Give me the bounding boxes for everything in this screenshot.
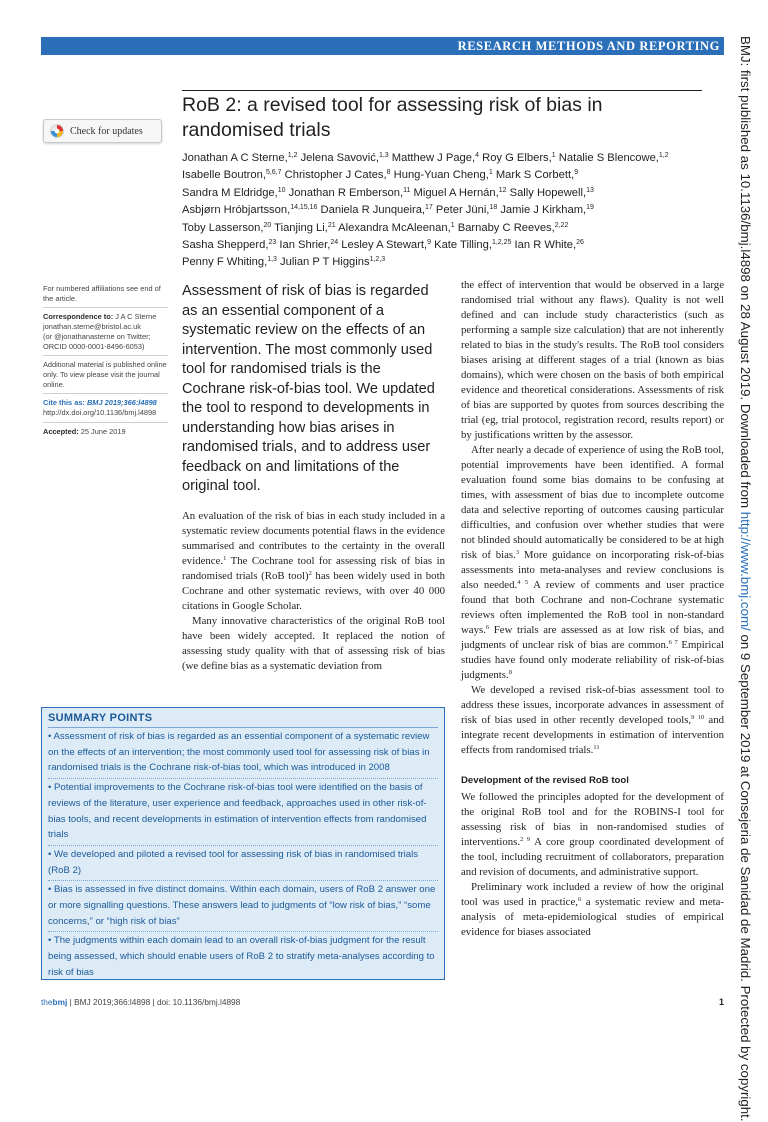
text-run: Few trials are assessed as at low risk of bias, and judgments of unclear risk of bias are common. — [461, 624, 724, 651]
correspondence-twitter: (or @jonathanasterne on Twitter; — [43, 331, 151, 341]
download-notice-text: BMJ: first published as 10.1136/bmj.l4898 on 28 August 2019. Downloaded from — [738, 36, 753, 512]
page-footer — [41, 995, 724, 1009]
author-line — [182, 237, 727, 254]
author-name: Sally Hopewell, — [506, 186, 587, 199]
citation-ref: 6 — [577, 896, 582, 903]
meta-divider — [43, 355, 168, 356]
author-name: Mark S Corbett, — [492, 169, 575, 182]
citation-ref: 4 5 — [517, 579, 529, 586]
summary-point: • The judgments within each domain lead to an overall risk-of-bias judgment for the result being assessed, which should enable users of RoB 2 to stratify meta-analyses according to risk of bias — [48, 931, 438, 982]
affiliation-ref: 20 — [263, 221, 272, 229]
author-line — [182, 220, 727, 237]
author-line — [182, 254, 727, 271]
page-number: 1 — [718, 997, 724, 1007]
affiliations-note: For numbered affiliations see end of the article. — [43, 284, 161, 303]
citation-ref: 2 9 — [520, 836, 531, 843]
text-run: a systematic review and meta-analysis of meta-epidemiological studies of empirical evidence for biases associated — [461, 896, 725, 938]
affiliation-ref: 5,6,7 — [265, 169, 282, 177]
additional-material-note: Additional material is published online only. To view please visit the journal online. — [43, 360, 167, 389]
affiliation-ref: 4 — [475, 152, 480, 159]
correspondence-label: Correspondence to: — [43, 312, 114, 322]
citation-ref: 8 — [508, 669, 512, 676]
check-for-updates-button[interactable] — [43, 119, 162, 143]
cite-this — [43, 398, 168, 417]
article-title — [182, 90, 702, 143]
affiliation-ref: 1,2 — [658, 152, 669, 159]
meta-divider — [43, 307, 168, 308]
affiliation-ref: 23 — [268, 239, 277, 247]
check-for-updates-label: Check for updates — [70, 125, 143, 137]
right-paragraph-4 — [461, 790, 724, 880]
author-name: Kate Tilling, — [431, 239, 492, 252]
intro-column — [182, 509, 445, 674]
bmj-logo — [41, 997, 67, 1007]
correspondence-orcid: ORCID 0000-0001-8496-6053) — [43, 341, 145, 351]
summary-points-box — [41, 707, 445, 980]
affiliation-ref: 24 — [330, 239, 339, 247]
text-run: The Cochrane tool for assessing risk of bias in randomised trials (RoB tool) — [182, 555, 445, 582]
section-banner: RESEARCH METHODS AND REPORTING — [41, 37, 724, 55]
author-name: Jonathan A C Sterne, — [182, 152, 288, 164]
article-title-line-2: randomised trials — [182, 119, 331, 141]
author-name: Isabelle Boutron, — [182, 169, 266, 182]
affiliation-ref: 1,3 — [378, 152, 389, 159]
author-name: Ian R White, — [511, 239, 577, 252]
text-run: More guidance on incorporating risk-of-bias assessments into meta-analyses and review conclusions is also needed. — [461, 549, 724, 591]
text-run: Empirical studies have found only moderate reliability of risk-of-bias judgments. — [461, 639, 724, 681]
affiliation-ref: 26 — [576, 239, 584, 247]
accepted-value: 25 June 2019 — [78, 426, 126, 436]
affiliation-ref: 9 — [574, 169, 579, 177]
citation-ref: 6 7 — [668, 639, 678, 646]
author-name: Lesley A Stewart, — [338, 239, 428, 252]
author-line — [182, 150, 727, 167]
text-run: and integrate recent developments in estimation of intervention effects from randomised trials. — [461, 714, 724, 756]
affiliation-ref: 10 — [277, 186, 286, 194]
author-name: Asbjørn Hróbjartsson, — [182, 204, 291, 217]
right-paragraph-2 — [461, 443, 724, 683]
intro-paragraph-1 — [182, 509, 445, 614]
right-column — [461, 278, 724, 940]
author-name: Ian Shrier, — [276, 239, 331, 252]
affiliation-ref: 14,15,16 — [290, 204, 318, 212]
author-name: Daniela R Junqueira, — [317, 204, 426, 217]
affiliation-ref: 1,2,25 — [491, 239, 512, 247]
affiliation-ref: 1,2,3 — [369, 256, 386, 264]
author-name: Barnaby C Reeves, — [454, 221, 555, 234]
text-run: A review of comments and user practice found that both Cochrane and non-Cochrane systematic reviews often implemented the RoB tool in non-standard ways. — [461, 579, 724, 636]
author-line — [182, 185, 727, 202]
affiliation-ref: 8 — [386, 169, 391, 177]
author-name: Jonathan R Emberson, — [285, 186, 404, 199]
summary-heading: SUMMARY POINTS — [48, 712, 153, 724]
summary-point: • Bias is assessed in five distinct domains. Within each domain, users of RoB 2 answer one or more signalling questions. These answers lead to judgments of “low risk of bias,” “some concerns,” or “high risk of bias” — [48, 880, 438, 931]
doi-link[interactable]: http://dx.doi.org/10.1136/bmj.l4898 — [43, 408, 157, 418]
crossmark-icon — [50, 124, 64, 138]
accepted-date — [43, 427, 168, 437]
text-run: A core group coordinated development of the tool, including recruitment of collaborators, preparation and revision of documents, and administrative support. — [461, 836, 725, 878]
author-name: Matthew J Page, — [388, 152, 476, 164]
citation-ref: 3 — [515, 549, 520, 556]
right-paragraph-1: the effect of intervention that would be observed in a large randomised trial without any flaws). Quality is not well defined and can include study characteristics (such as performing a sample size calculation) that are not inherently related to bias in the study's results. The RoB tool considers biases arising at different stages of a trial (known as bias domains), which were chosen on the basis of both empirical evidence and theoretical considerations. Assessments of risk of bias are supported by quotes from sources describing the trial (eg, trial protocol, registration record, results report) or by justifications written by the assessor. — [461, 279, 724, 441]
citation-ref: 6 — [485, 624, 490, 631]
meta-divider — [43, 393, 168, 394]
article-meta — [43, 284, 168, 440]
author-name: Roy G Elbers, — [479, 152, 552, 164]
text-run: has been widely used in both Cochrane and other systematic reviews, with over 40 000 citations in Google Scholar. — [182, 570, 445, 612]
text-run: We followed the principles adopted for the development of the original RoB tool and for the ROBINS-I tool for assessing risk of bias in non-randomised studies of interventions. — [461, 791, 724, 848]
summary-point: • Assessment of risk of bias is regarded as an essential component of a systematic review on the effects of an intervention; the most commonly used tool for assessing risk of bias in randomised trials is the Cochrane risk-of-bias tool, which was introduced in 2008 — [48, 727, 438, 778]
affiliation-ref: 13 — [586, 186, 594, 194]
right-paragraph-3 — [461, 683, 724, 758]
meta-divider — [43, 422, 168, 423]
author-name: Julian P T Higgins — [276, 256, 370, 269]
author-name: Sasha Shepperd, — [182, 239, 269, 252]
text-run: After nearly a decade of experience of using the RoB tool, potential improvements have been identified. A formal evaluation found some bias domains to be confusing at times, with assessment of bias due to incomplete outcome data and selective reporting of outcomes causing particular difficulties, and confusion over whether studies that were not blinded should automatically be considered to be at high risk of bias. — [461, 444, 724, 561]
correspondence-email[interactable]: jonathan.sterne@bristol.ac.uk — [43, 322, 141, 332]
affiliation-ref: 1 — [551, 152, 556, 159]
affiliation-ref: 19 — [586, 204, 594, 212]
logo-the: the — [41, 997, 53, 1007]
correspondence — [43, 312, 168, 351]
affiliation-ref: 1 — [450, 221, 455, 229]
right-paragraph-5 — [461, 880, 724, 940]
author-list — [182, 150, 727, 272]
citation-ref: 11 — [593, 744, 600, 751]
affiliation-ref: 9 — [427, 239, 432, 247]
cite-label: Cite this as: — [43, 398, 85, 408]
author-name: Jamie J Kirkham, — [497, 204, 587, 217]
bmj-link[interactable]: http://www.bmj.com/ — [738, 511, 753, 631]
citation-ref: 9 10 — [691, 714, 705, 721]
author-name: Peter Jüni, — [432, 204, 490, 217]
text-run: We developed a revised risk-of-bias assessment tool to address these issues, incorporate advances in assessment of risk of bias used in other recently developed tools, — [461, 684, 724, 726]
section-heading: Development of the revised RoB tool — [461, 775, 629, 786]
summary-point: • Potential improvements to the Cochrane risk-of-bias tool were identified on the basis of reviews of the literature, user experience and feedback, approaches used in other risk-of-bias tools, and recent developments in estimation of intervention effects from randomised trials — [48, 778, 438, 845]
cite-reference: BMJ 2019;366:l4898 — [84, 398, 157, 408]
footer-citation: | BMJ 2019;366:l4898 | doi: 10.1136/bmj.l4898 — [67, 997, 241, 1007]
text-run: An evaluation of the risk of bias in each study included in a systematic review documents potential flaws in the evidence summarised and contributes to the certainty in the overall evidence. — [182, 510, 445, 567]
author-name: Christopher J Cates, — [281, 169, 387, 182]
affiliation-ref: 17 — [425, 204, 433, 212]
author-name: Hung-Yuan Cheng, — [390, 169, 489, 182]
affiliation-ref: 18 — [489, 204, 498, 212]
author-name: Tianjing Li, — [271, 221, 328, 234]
author-name: Toby Lasserson, — [182, 221, 264, 234]
download-notice — [732, 36, 758, 1122]
affiliation-ref: 11 — [403, 186, 411, 194]
article-title-line-1: RoB 2: a revised tool for assessing risk of bias in — [182, 94, 603, 116]
affiliation-ref: 12 — [498, 186, 507, 194]
citation-ref: 2 — [308, 570, 312, 577]
author-line — [182, 167, 727, 184]
intro-paragraph-2: Many innovative characteristics of the original RoB tool have been widely accepted. It replaced the notion of assessing study quality with that of assessing risk of bias (we define bias as a systematic deviation from — [182, 615, 445, 672]
affiliation-ref: 1,3 — [267, 256, 277, 264]
text-run: Preliminary work included a review of how the original tool was used in practice, — [461, 881, 724, 908]
download-notice-text: on 9 September 2019 at Consejeria de Sanidad de Madrid. Protected by copyright. — [738, 630, 753, 1122]
standfirst: Assessment of risk of bias is regarded as an essential component of a systematic review on the effects of an intervention. The most commonly used tool for randomised trials is the Cochrane risk-of-bias tool. We updated the tool to respond to developments in understanding how bias arises in randomised trials, and to address user feedback on and limitations of the original tool. — [182, 283, 435, 494]
affiliation-ref: 21 — [327, 221, 336, 229]
affiliation-ref: 2,22 — [554, 221, 569, 229]
correspondence-name: J A C Sterne — [113, 312, 157, 322]
author-name: Penny F Whiting, — [182, 256, 268, 269]
author-name: Alexandra McAleenan, — [335, 221, 451, 234]
author-line — [182, 202, 727, 219]
citation-ref: 1 — [223, 555, 227, 562]
author-name: Miguel A Hernán, — [410, 186, 499, 199]
author-name: Sandra M Eldridge, — [182, 186, 278, 199]
author-name: Natalie S Blencowe, — [555, 152, 659, 164]
affiliation-ref: 1,2 — [287, 152, 298, 159]
accepted-label: Accepted: — [43, 426, 79, 436]
logo-bmj: bmj — [52, 997, 68, 1007]
affiliation-ref: 1 — [488, 169, 493, 177]
author-name: Jelena Savović, — [297, 152, 379, 164]
summary-point: • We developed and piloted a revised tool for assessing risk of bias in randomised trials (RoB 2) — [48, 845, 438, 880]
